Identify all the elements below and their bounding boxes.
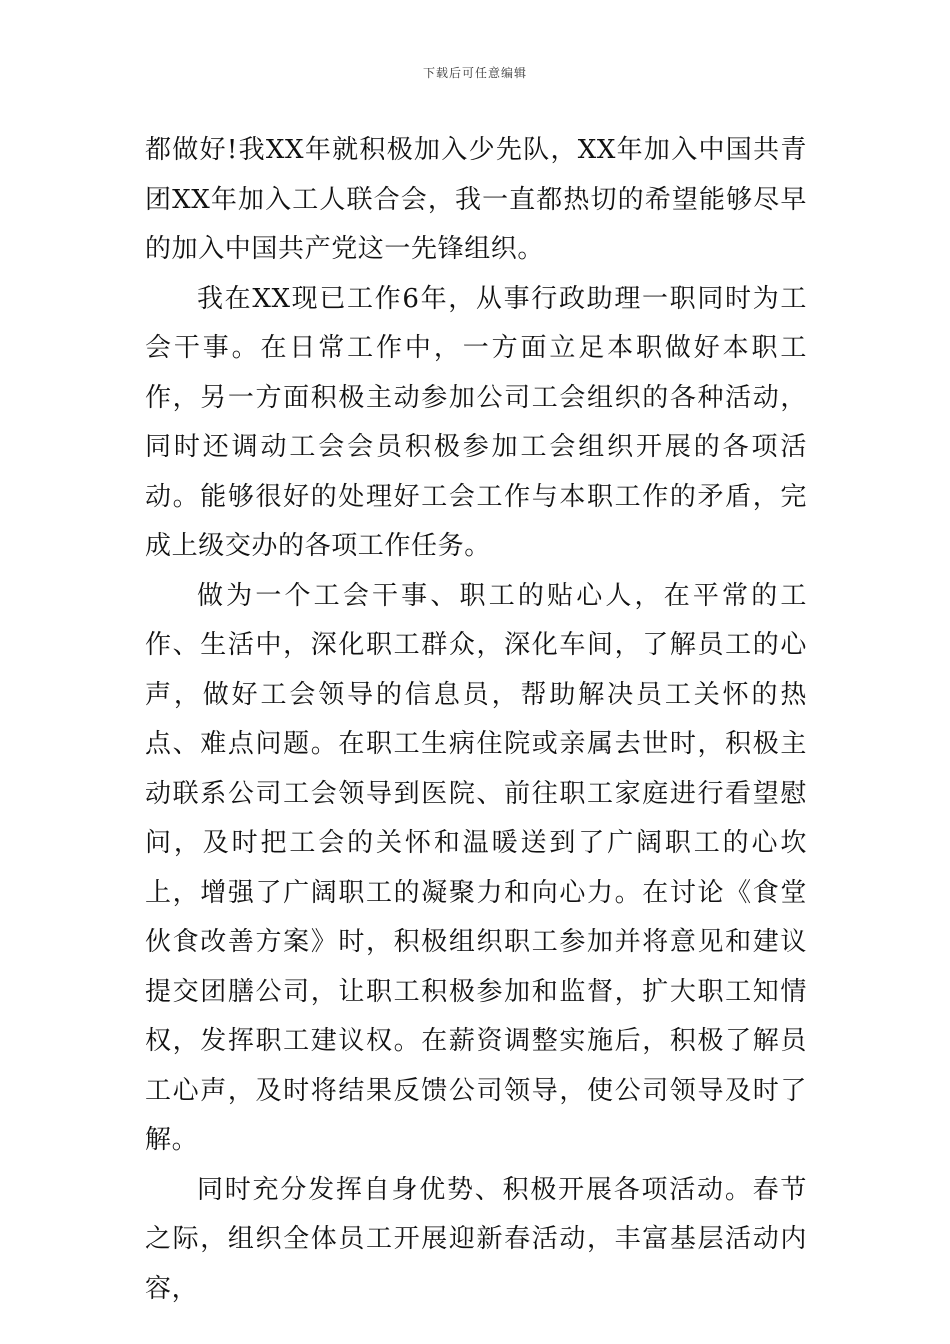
document-body	[145, 126, 807, 1314]
paragraph-continuation: 都做好!我XX年就积极加入少先队，XX年加入中国共青团XX年加入工人联合会，我一直都热切的希望能够尽早的加入中国共产党这一先锋组织。	[145, 135, 807, 264]
paragraph-activities: 同时充分发挥自身优势、积极开展各项活动。春节之际，组织全体员工开展迎新春活动，丰富基层活动内容，	[145, 1174, 807, 1304]
paragraph-work-experience: 我在XX现已工作6年，从事行政助理一职同时为工会干事。在日常工作中，一方面立足本职做好本职工作，另一方面积极主动参加公司工会组织的各种活动，同时还调动工会会员积极参加工会组织开展的各项活动。能够很好的处理好工会工作与本职工作的矛盾，完成上级交办的各项工作任务。	[145, 283, 807, 561]
paragraph-union-officer: 做为一个工会干事、职工的贴心人，在平常的工作、生活中，深化职工群众，深化车间，了解员工的心声，做好工会领导的信息员，帮助解决员工关怀的热点、难点问题。在职工生病住院或亲属去世时，积极主动联系公司工会领导到医院、前往职工家庭进行看望慰问，及时把工会的关怀和温暖送到了广阔职工的心坎上，增强了广阔职工的凝聚力和向心力。在讨论《食堂伙食改善方案》时，积极组织职工参加并将意见和建议提交团膳公司，让职工积极参加和监督，扩大职工知情权，发挥职工建议权。在薪资调整实施后，积极了解员工心声，及时将结果反馈公司领导，使公司领导及时了解。	[145, 580, 807, 1155]
page-header-note: 下载后可任意编辑	[422, 66, 527, 80]
